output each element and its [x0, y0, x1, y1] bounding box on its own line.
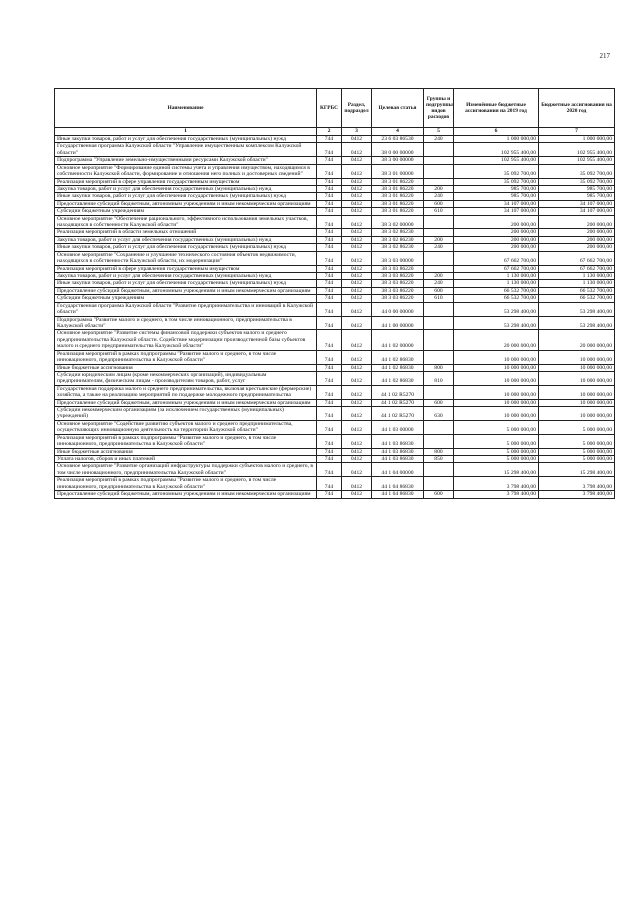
table-row: [55, 491, 615, 498]
row-budget: 53 298 400,00: [539, 302, 615, 316]
row-target: 38 3 01 86220: [372, 208, 424, 215]
table-row: [55, 455, 615, 462]
row-section: 0412: [342, 200, 372, 207]
row-name: Субсидии некоммерческим организациям (за исключением государственных (муниципальных) учреждений): [55, 407, 317, 421]
header-group: Группы и подгруппы видов расходов: [424, 89, 454, 128]
row-changed: 67 662 700,00: [454, 265, 539, 272]
row-section: 0412: [342, 302, 372, 316]
row-kgrbs: 744: [317, 143, 342, 157]
row-name: Предоставление субсидий бюджетным, автономным учреждениям и иным некоммерческим организациям: [55, 200, 317, 207]
table-row: [55, 273, 615, 280]
row-target: 44 1 04 86830: [372, 477, 424, 491]
table-row: [55, 448, 615, 455]
row-changed: 66 532 700,00: [454, 295, 539, 302]
row-group: 600: [424, 399, 454, 406]
table-row: [55, 236, 615, 243]
row-name: Реализация мероприятий в рамках подпрограммы "Развитие малого и среднего, в том числе инновационного, предпринимательства в Калужской области": [55, 350, 317, 364]
table-row: [55, 251, 615, 265]
row-group: 800: [424, 364, 454, 371]
row-group: 600: [424, 491, 454, 498]
row-section: 0412: [342, 287, 372, 294]
row-budget: 10 000 000,00: [539, 364, 615, 371]
row-target: 44 1 03 86830: [372, 434, 424, 448]
row-section: 0412: [342, 491, 372, 498]
row-kgrbs: 744: [317, 371, 342, 385]
row-name: Реализация мероприятий в сфере управления государственным имуществом: [55, 265, 317, 272]
row-budget: 102 955 400,00: [539, 143, 615, 157]
row-kgrbs: 744: [317, 350, 342, 364]
column-index: 3: [342, 128, 372, 136]
row-budget: 3 798 400,00: [539, 491, 615, 498]
row-target: 38 3 02 86230: [372, 229, 424, 236]
header-name: Наименование: [55, 89, 317, 128]
row-section: 0412: [342, 420, 372, 434]
row-changed: 985 700,00: [454, 185, 539, 192]
row-target: 38 3 03 86220: [372, 265, 424, 272]
row-group: [424, 178, 454, 185]
row-changed: 5 000 000,00: [454, 434, 539, 448]
table-row: [55, 178, 615, 185]
row-section: 0412: [342, 463, 372, 477]
row-target: 38 3 01 86220: [372, 193, 424, 200]
row-budget: 53 298 400,00: [539, 316, 615, 330]
row-target: 44 1 03 86830: [372, 455, 424, 462]
row-budget: 5 000 000,00: [539, 420, 615, 434]
row-kgrbs: 744: [317, 157, 342, 164]
row-budget: 200 000,00: [539, 236, 615, 243]
row-budget: 34 107 000,00: [539, 208, 615, 215]
row-target: 44 1 03 86830: [372, 448, 424, 455]
row-target: 38 3 03 00000: [372, 251, 424, 265]
row-budget: 1 000 000,00: [539, 136, 615, 143]
row-name: Субсидии бюджетным учреждениям: [55, 295, 317, 302]
row-group: [424, 215, 454, 229]
row-budget: 5 000 000,00: [539, 455, 615, 462]
row-name: Предоставление субсидий бюджетным, автономным учреждениям и иным некоммерческим организациям: [55, 491, 317, 498]
row-section: 0412: [342, 330, 372, 350]
table-row: [55, 371, 615, 385]
row-kgrbs: 744: [317, 236, 342, 243]
row-name: Субсидии бюджетным учреждениям: [55, 208, 317, 215]
row-budget: 20 000 000,00: [539, 330, 615, 350]
column-index-row: [55, 128, 615, 136]
table-row: [55, 350, 615, 364]
row-budget: 5 000 000,00: [539, 434, 615, 448]
row-target: 44 0 00 00000: [372, 302, 424, 316]
row-name: Государственная поддержка малого и среднего предпринимательства, включая крестьянские (фермерские) хозяйства, а также на реализацию мероприятий по поддержке молодежного предпринимательства: [55, 385, 317, 399]
row-section: 0412: [342, 157, 372, 164]
row-group: [424, 434, 454, 448]
row-group: 200: [424, 236, 454, 243]
row-target: 38 3 01 86220: [372, 178, 424, 185]
row-section: 0412: [342, 280, 372, 287]
row-kgrbs: 744: [317, 316, 342, 330]
row-group: 200: [424, 185, 454, 192]
row-name: Закупка товаров, работ и услуг для обеспечения государственных (муниципальных) нужд: [55, 273, 317, 280]
row-section: 0412: [342, 229, 372, 236]
table-row: [55, 193, 615, 200]
row-target: 38 3 01 86220: [372, 185, 424, 192]
table-row: [55, 136, 615, 143]
row-kgrbs: 744: [317, 420, 342, 434]
row-budget: 200 000,00: [539, 244, 615, 251]
row-target: 38 3 01 00000: [372, 164, 424, 178]
row-group: 610: [424, 295, 454, 302]
row-changed: 3 798 400,00: [454, 491, 539, 498]
header-section: Раздел, подраздел: [342, 89, 372, 128]
row-changed: 35 092 700,00: [454, 178, 539, 185]
row-kgrbs: 744: [317, 434, 342, 448]
row-section: 0412: [342, 215, 372, 229]
row-changed: 102 955 400,00: [454, 157, 539, 164]
table-row: [55, 407, 615, 421]
row-name: Предоставление субсидий бюджетным, автономным учреждениям и иным некоммерческим организациям: [55, 287, 317, 294]
row-group: 240: [424, 244, 454, 251]
row-group: [424, 477, 454, 491]
row-kgrbs: 744: [317, 463, 342, 477]
row-target: 38 3 02 86230: [372, 236, 424, 243]
page-number: 217: [599, 52, 610, 60]
table-row: [55, 295, 615, 302]
row-target: 44 1 02 86830: [372, 364, 424, 371]
table-row: [55, 143, 615, 157]
row-section: 0412: [342, 236, 372, 243]
row-group: 200: [424, 273, 454, 280]
row-section: 0412: [342, 350, 372, 364]
row-changed: 15 298 400,00: [454, 463, 539, 477]
table-row: [55, 185, 615, 192]
row-kgrbs: 744: [317, 448, 342, 455]
row-changed: 200 000,00: [454, 229, 539, 236]
row-name: Основное мероприятие "Развитие системы финансовой поддержки субъектов малого и среднего предпринимательства Калужской области. Содействие модернизации производственной базы субъектов малого и среднего предпринимательства Калужской области": [55, 330, 317, 350]
row-group: 850: [424, 455, 454, 462]
row-changed: 5 000 000,00: [454, 455, 539, 462]
row-name: Основное мероприятие "Развитие организаций инфраструктуры поддержки субъектов малого и среднего, в том числе инновационного, предпринимательства Калужской области": [55, 463, 317, 477]
table-row: [55, 164, 615, 178]
row-target: 44 1 02 R5270: [372, 399, 424, 406]
column-index: 4: [372, 128, 424, 136]
row-kgrbs: 744: [317, 399, 342, 406]
row-name: Закупка товаров, работ и услуг для обеспечения государственных (муниципальных) нужд: [55, 236, 317, 243]
table-row: [55, 316, 615, 330]
row-kgrbs: 744: [317, 302, 342, 316]
row-budget: 67 662 700,00: [539, 251, 615, 265]
table-row: [55, 200, 615, 207]
column-index: 7: [539, 128, 615, 136]
row-group: 630: [424, 407, 454, 421]
budget-table: [54, 88, 615, 499]
row-budget: 10 000 000,00: [539, 399, 615, 406]
row-budget: 3 798 400,00: [539, 477, 615, 491]
row-changed: 67 662 700,00: [454, 251, 539, 265]
row-name: Иные закупки товаров, работ и услуг для обеспечения государственных (муниципальных) нужд: [55, 193, 317, 200]
row-group: 800: [424, 448, 454, 455]
table-row: [55, 420, 615, 434]
row-group: [424, 350, 454, 364]
row-budget: 102 955 400,00: [539, 157, 615, 164]
row-budget: 1 130 000,00: [539, 280, 615, 287]
row-name: Реализация мероприятий в рамках подпрограммы "Развитие малого и среднего, в том числе инновационного, предпринимательства в Калужской области": [55, 434, 317, 448]
row-group: [424, 157, 454, 164]
row-group: [424, 229, 454, 236]
row-name: Иные закупки товаров, работ и услуг для обеспечения государственных (муниципальных) нужд: [55, 244, 317, 251]
table-row: [55, 280, 615, 287]
row-name: Основное мероприятие "Содействие развитию субъектов малого и среднего предпринимательства, осуществляющих инновационную деятельность на территории Калужской области": [55, 420, 317, 434]
row-budget: 34 107 000,00: [539, 200, 615, 207]
row-target: 44 1 03 00000: [372, 420, 424, 434]
row-section: 0412: [342, 185, 372, 192]
row-kgrbs: 744: [317, 193, 342, 200]
row-kgrbs: 744: [317, 244, 342, 251]
row-kgrbs: 744: [317, 164, 342, 178]
row-name: Основное мероприятие "Формирование единой системы учета и управления имуществом, находящимся в собственности Калужской области, формирование и отношения него полных и достоверных сведений": [55, 164, 317, 178]
table-row: [55, 330, 615, 350]
row-target: 38 3 00 00000: [372, 157, 424, 164]
row-budget: 985 700,00: [539, 193, 615, 200]
row-budget: 200 000,00: [539, 215, 615, 229]
row-section: 0412: [342, 273, 372, 280]
column-index: 6: [454, 128, 539, 136]
table-row: [55, 208, 615, 215]
table-row: [55, 385, 615, 399]
row-section: 0412: [342, 208, 372, 215]
table-row: [55, 265, 615, 272]
row-changed: 5 000 000,00: [454, 420, 539, 434]
row-section: 0412: [342, 295, 372, 302]
row-group: 610: [424, 208, 454, 215]
row-changed: 200 000,00: [454, 236, 539, 243]
row-changed: 53 298 400,00: [454, 316, 539, 330]
row-budget: 66 532 700,00: [539, 287, 615, 294]
row-section: 0412: [342, 399, 372, 406]
row-name: Иные закупки товаров, работ и услуг для обеспечения государственных (муниципальных) нужд: [55, 136, 317, 143]
table-row: [55, 399, 615, 406]
header-changed: Изменённые бюджетные ассигнования на 2019 год: [454, 89, 539, 128]
row-kgrbs: 744: [317, 477, 342, 491]
row-kgrbs: 744: [317, 178, 342, 185]
row-changed: 5 000 000,00: [454, 448, 539, 455]
row-section: 0412: [342, 364, 372, 371]
table-row: [55, 215, 615, 229]
table-row: [55, 244, 615, 251]
row-target: 38 3 01 86220: [372, 200, 424, 207]
row-budget: 67 662 700,00: [539, 265, 615, 272]
row-target: 23 6 03 86530: [372, 136, 424, 143]
row-changed: 1 130 000,00: [454, 273, 539, 280]
row-kgrbs: 744: [317, 364, 342, 371]
row-section: 0412: [342, 136, 372, 143]
row-kgrbs: 744: [317, 280, 342, 287]
row-section: 0412: [342, 371, 372, 385]
row-section: 0412: [342, 434, 372, 448]
table-row: [55, 229, 615, 236]
row-changed: 200 000,00: [454, 244, 539, 251]
row-name: Основное мероприятие "Обеспечение рационального, эффективного использования земельных участков, находящихся в собственности Калужской области": [55, 215, 317, 229]
row-kgrbs: 744: [317, 287, 342, 294]
row-changed: 10 000 000,00: [454, 364, 539, 371]
row-name: Предоставление субсидий бюджетным, автономным учреждениям и иным некоммерческим организациям: [55, 399, 317, 406]
row-changed: 53 298 400,00: [454, 302, 539, 316]
header-target: Целевая статья: [372, 89, 424, 128]
row-name: Реализация мероприятий в рамках подпрограммы "Развитие малого и среднего, в том числе инновационного, предпринимательства в Калужской области": [55, 477, 317, 491]
row-group: 600: [424, 287, 454, 294]
row-group: [424, 265, 454, 272]
row-changed: 985 700,00: [454, 193, 539, 200]
row-changed: 10 000 000,00: [454, 385, 539, 399]
row-section: 0412: [342, 244, 372, 251]
row-target: 38 3 03 86220: [372, 280, 424, 287]
row-name: Подпрограмма "Развитие малого и среднего, в том числе инновационного, предпринимательства в Калужской области": [55, 316, 317, 330]
row-name: Подпрограмма "Управление земельно-имущественными ресурсами Калужской области": [55, 157, 317, 164]
row-group: [424, 420, 454, 434]
row-kgrbs: 744: [317, 208, 342, 215]
row-group: [424, 302, 454, 316]
row-budget: 5 000 000,00: [539, 448, 615, 455]
row-target: 44 1 02 00000: [372, 330, 424, 350]
row-changed: 10 000 000,00: [454, 371, 539, 385]
row-target: 38 3 03 86220: [372, 273, 424, 280]
row-section: 0412: [342, 265, 372, 272]
row-section: 0412: [342, 455, 372, 462]
row-group: [424, 164, 454, 178]
row-changed: 102 955 400,00: [454, 143, 539, 157]
row-name: Иные бюджетные ассигнования: [55, 364, 317, 371]
row-group: 240: [424, 280, 454, 287]
row-target: 44 1 04 00000: [372, 463, 424, 477]
row-target: 44 1 02 R5270: [372, 407, 424, 421]
row-budget: 35 092 700,00: [539, 164, 615, 178]
row-group: [424, 143, 454, 157]
row-budget: 15 298 400,00: [539, 463, 615, 477]
row-budget: 200 000,00: [539, 229, 615, 236]
row-kgrbs: 744: [317, 491, 342, 498]
header-kgrbs: КГРБС: [317, 89, 342, 128]
row-section: 0412: [342, 178, 372, 185]
row-section: 0412: [342, 164, 372, 178]
row-target: 44 1 04 86830: [372, 491, 424, 498]
column-index: 1: [55, 128, 317, 136]
row-changed: 200 000,00: [454, 215, 539, 229]
row-section: 0412: [342, 316, 372, 330]
row-kgrbs: 744: [317, 200, 342, 207]
row-budget: 985 700,00: [539, 185, 615, 192]
row-group: 240: [424, 193, 454, 200]
row-kgrbs: 744: [317, 251, 342, 265]
row-section: 0412: [342, 448, 372, 455]
column-index: 2: [317, 128, 342, 136]
row-target: 38 3 03 86220: [372, 287, 424, 294]
table-row: [55, 157, 615, 164]
row-target: 38 3 02 00000: [372, 215, 424, 229]
table-row: [55, 287, 615, 294]
row-section: 0412: [342, 251, 372, 265]
row-name: Иные закупки товаров, работ и услуг для обеспечения государственных (муниципальных) нужд: [55, 280, 317, 287]
table-header-row: [55, 89, 615, 128]
row-target: 38 0 00 00000: [372, 143, 424, 157]
row-kgrbs: 744: [317, 295, 342, 302]
row-changed: 10 000 000,00: [454, 350, 539, 364]
row-budget: 10 000 000,00: [539, 350, 615, 364]
row-target: 38 3 03 86220: [372, 295, 424, 302]
row-changed: 35 092 700,00: [454, 164, 539, 178]
row-changed: 20 000 000,00: [454, 330, 539, 350]
row-kgrbs: 744: [317, 215, 342, 229]
row-group: [424, 251, 454, 265]
row-kgrbs: 744: [317, 330, 342, 350]
row-budget: 66 532 700,00: [539, 295, 615, 302]
column-index: 5: [424, 128, 454, 136]
row-group: [424, 330, 454, 350]
row-target: 38 3 02 86230: [372, 244, 424, 251]
row-changed: 1 130 000,00: [454, 280, 539, 287]
row-target: 44 1 02 86830: [372, 350, 424, 364]
row-changed: 34 107 000,00: [454, 200, 539, 207]
table-row: [55, 477, 615, 491]
row-changed: 10 000 000,00: [454, 407, 539, 421]
row-section: 0412: [342, 477, 372, 491]
row-kgrbs: 744: [317, 385, 342, 399]
table-row: [55, 434, 615, 448]
row-kgrbs: 744: [317, 185, 342, 192]
row-changed: 3 798 400,00: [454, 477, 539, 491]
row-section: 0412: [342, 193, 372, 200]
row-kgrbs: 744: [317, 265, 342, 272]
row-budget: 10 000 000,00: [539, 371, 615, 385]
row-kgrbs: 744: [317, 273, 342, 280]
row-kgrbs: 744: [317, 455, 342, 462]
table-row: [55, 302, 615, 316]
row-budget: 10 000 000,00: [539, 407, 615, 421]
row-budget: 10 000 000,00: [539, 385, 615, 399]
row-group: 810: [424, 371, 454, 385]
row-changed: 66 532 700,00: [454, 287, 539, 294]
row-group: 600: [424, 200, 454, 207]
row-target: 44 1 02 86830: [372, 371, 424, 385]
row-name: Реализация мероприятий в сфере управления государственным имуществом: [55, 178, 317, 185]
row-changed: 10 000 000,00: [454, 399, 539, 406]
row-budget: 1 130 000,00: [539, 273, 615, 280]
table-row: [55, 463, 615, 477]
row-name: Закупка товаров, работ и услуг для обеспечения государственных (муниципальных) нужд: [55, 185, 317, 192]
row-name: Субсидии юридическим лицам (кроме некоммерческих организаций), индивидуальным предпринимателям, физическим лицам - производителям товаров, работ, услуг: [55, 371, 317, 385]
row-name: Государственная программа Калужской области "Развитие предпринимательства и инноваций в Калужской области": [55, 302, 317, 316]
row-group: 240: [424, 136, 454, 143]
row-name: Уплата налогов, сборов и иных платежей: [55, 455, 317, 462]
row-section: 0412: [342, 143, 372, 157]
row-name: Государственная программа Калужской области "Управление имущественным комплексом Калужской области": [55, 143, 317, 157]
row-group: [424, 385, 454, 399]
row-section: 0412: [342, 407, 372, 421]
row-kgrbs: 744: [317, 229, 342, 236]
row-target: 44 1 00 00000: [372, 316, 424, 330]
table-row: [55, 364, 615, 371]
row-group: [424, 463, 454, 477]
row-target: 44 1 02 R5270: [372, 385, 424, 399]
header-budget: Бюджетные ассигнования на 2020 год: [539, 89, 615, 128]
row-changed: 1 000 000,00: [454, 136, 539, 143]
row-budget: 35 092 700,00: [539, 178, 615, 185]
row-changed: 34 107 000,00: [454, 208, 539, 215]
row-kgrbs: 744: [317, 136, 342, 143]
row-name: Основное мероприятие "Сохранение и улучшение технического состояния объектов недвижимости, находящихся в собственности Калужской области, их модернизация": [55, 251, 317, 265]
row-name: Иные бюджетные ассигнования: [55, 448, 317, 455]
row-group: [424, 316, 454, 330]
row-kgrbs: 744: [317, 407, 342, 421]
row-section: 0412: [342, 385, 372, 399]
row-name: Реализация мероприятий в области земельных отношений: [55, 229, 317, 236]
